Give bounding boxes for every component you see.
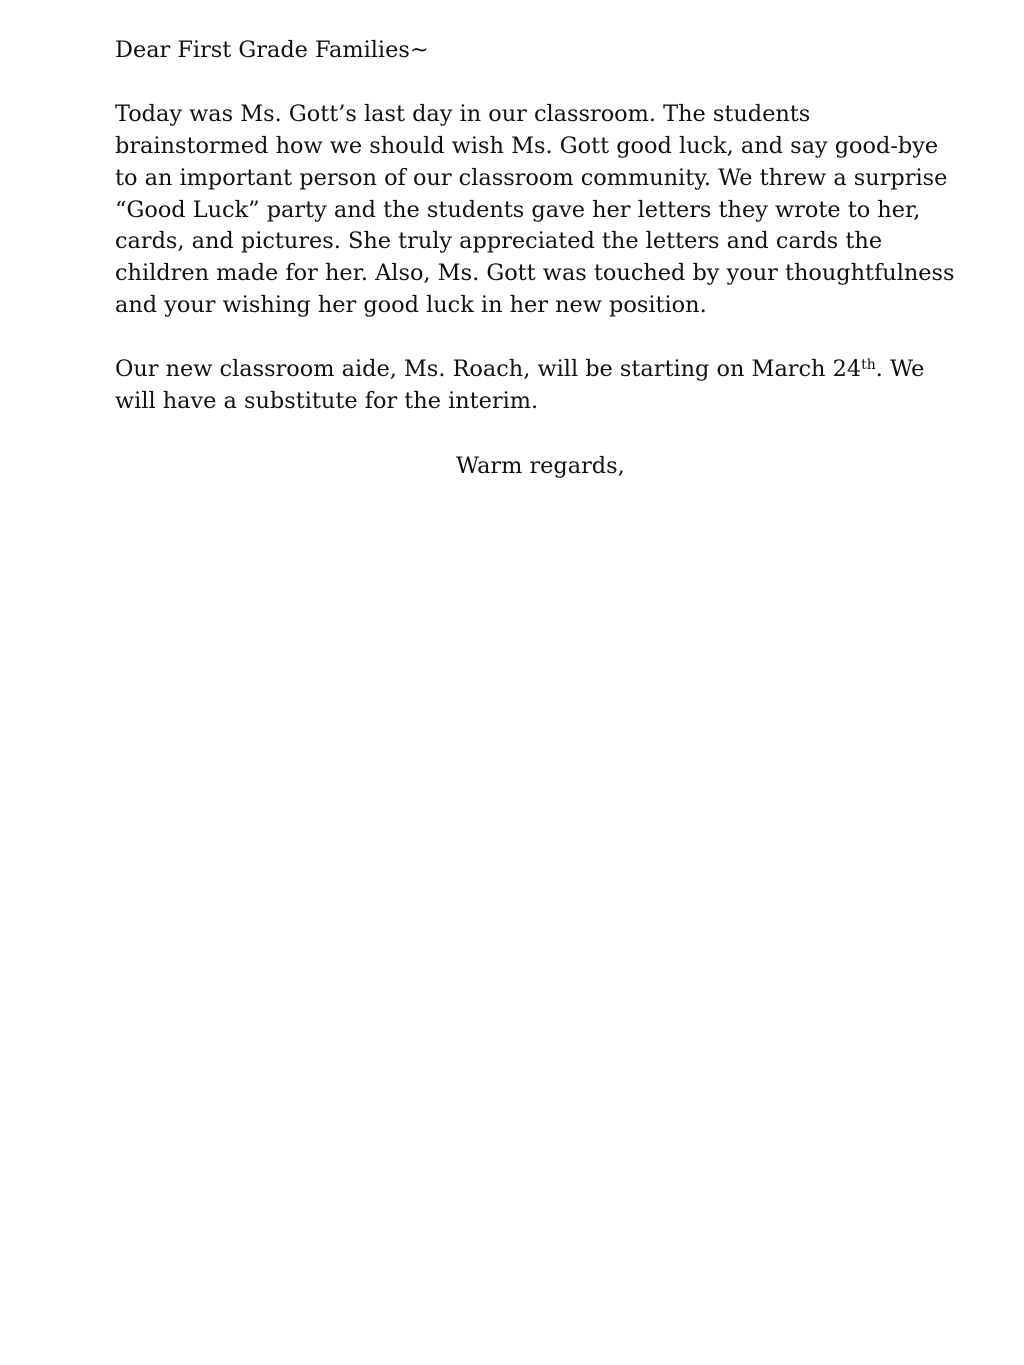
letter-greeting: Dear First Grade Families~ (115, 37, 429, 63)
paragraph-spacer (115, 67, 955, 99)
paragraph-2-start: Our new classroom aide, Ms. Roach, will be starting on March 24 (115, 356, 862, 383)
date-ordinal-suffix: th (861, 357, 876, 374)
paragraph-spacer (115, 322, 955, 354)
letter-closing: Warm regards, (456, 453, 625, 479)
letter-body (115, 35, 955, 418)
letter-paragraph-1: Today was Ms. Gott’s last day in our classroom. The students brainstormed how we should wish Ms. Gott good luck, and say good-bye to an important person of our classroom community. We threw a surprise “Good Luck” party and the students gave her letters they wrote to her, cards, and pictures. She truly appreciated the letters and cards the children made for her. Also, Ms. Gott was touched by your thoughtfulness and your wishing her good luck in her new position. (115, 100, 955, 319)
paragraph-2-end: . We will have a substitute for the interim. (115, 356, 925, 414)
letter-paragraph-2 (115, 354, 955, 418)
